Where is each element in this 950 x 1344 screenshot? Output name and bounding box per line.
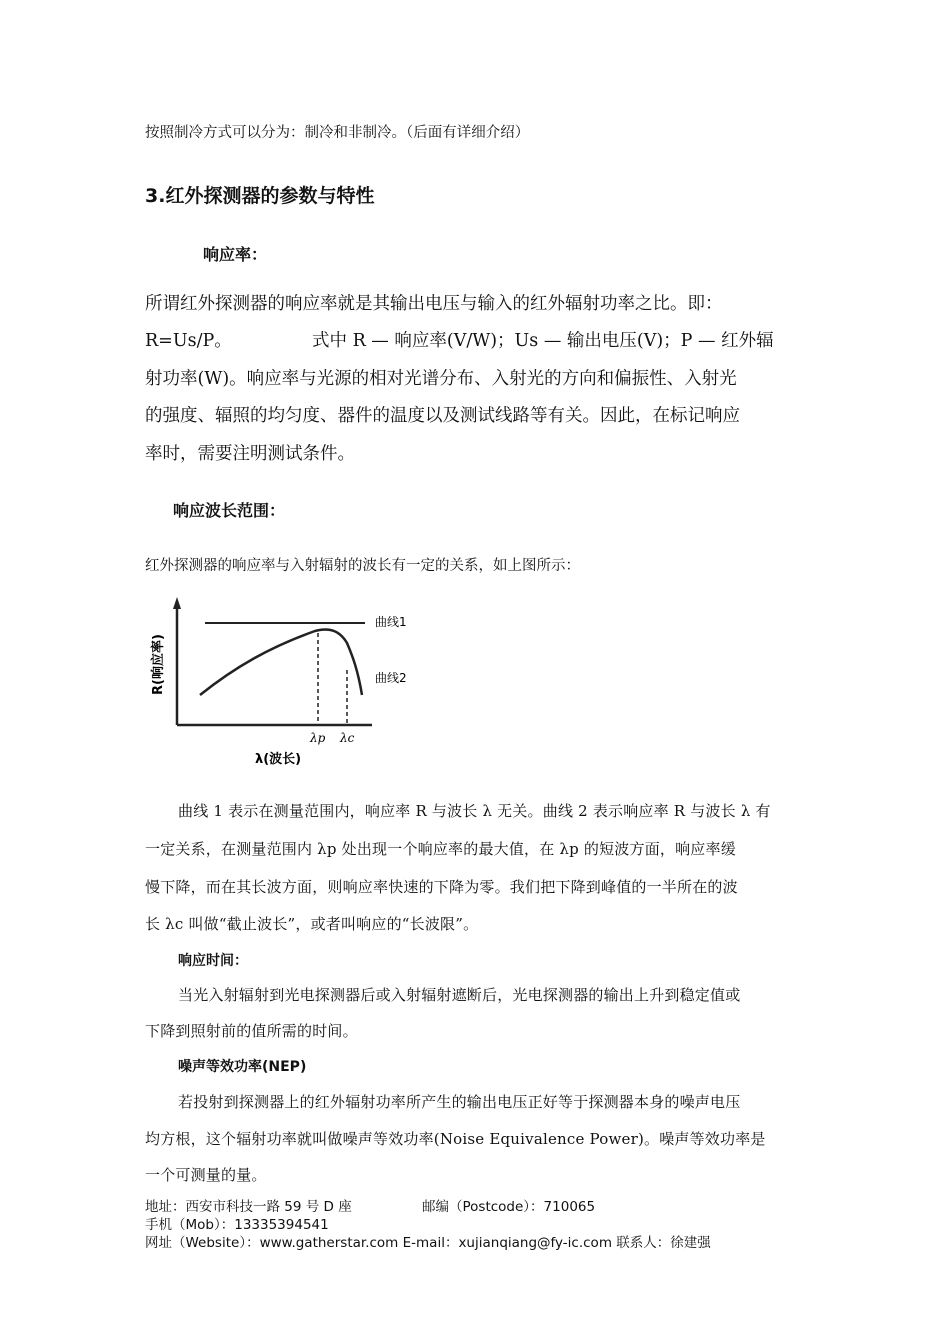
y-axis-arrow bbox=[173, 597, 181, 609]
wavelength-line: 一定关系，在测量范围内 λp 处出现一个响应率的最大值，在 λp 的短波方面，响应率缓 bbox=[145, 840, 736, 858]
responsivity-line: 率时，需要注明测试条件。 bbox=[145, 444, 355, 464]
wavelength-intro: 红外探测器的响应率与入射辐射的波长有一定的关系，如上图所示： bbox=[145, 558, 580, 574]
footer-postcode: 邮编（Postcode）：710065 bbox=[422, 1199, 596, 1215]
response-time-line: 下降到照射前的值所需的时间。 bbox=[145, 1022, 358, 1040]
footer-address: 地址：西安市科技一路 59 号 D 座 bbox=[145, 1199, 352, 1215]
intro-text: 按照制冷方式可以分为：制冷和非制冷。（后面有详细介绍） bbox=[145, 125, 530, 141]
footer-website: 网址（Website）：www.gatherstar.com E-mail：xujianqiang@fy-ic.com 联系人：徐建强 bbox=[145, 1235, 711, 1251]
wavelength-heading: 响应波长范围： bbox=[173, 501, 286, 520]
nep-line: 若投射到探测器上的红外辐射功率所产生的输出电压正好等于探测器本身的噪声电压 bbox=[178, 1093, 741, 1111]
responsivity-line: 式中 R — 响应率(V/W)；Us — 输出电压(V)；P — 红外辐 bbox=[312, 331, 774, 351]
responsivity-heading: 响应率： bbox=[203, 245, 268, 264]
wavelength-line: 长 λc 叫做“截止波长”，或者叫响应的“长波限”。 bbox=[145, 915, 479, 933]
response-curve-figure bbox=[140, 595, 430, 780]
wavelength-line: 慢下降，而在其长波方面，则响应率快速的下降为零。我们把下降到峰值的一半所在的波 bbox=[145, 878, 738, 896]
lambda-c-label: λc bbox=[340, 731, 355, 745]
nep-line: 一个可测量的量。 bbox=[145, 1166, 267, 1184]
curve-2-label: 曲线2 bbox=[375, 671, 407, 685]
response-time-heading: 响应时间： bbox=[178, 953, 248, 969]
x-axis-label: λ(波长) bbox=[255, 752, 302, 767]
lambda-p-label: λp bbox=[310, 731, 326, 745]
nep-line: 均方根，这个辐射功率就叫做噪声等效功率(Noise Equivalence Power)。噪声等效功率是 bbox=[145, 1130, 766, 1148]
curve-2-line bbox=[200, 630, 362, 696]
responsivity-formula: R=Us/P。 bbox=[145, 331, 232, 351]
responsivity-line: 射功率(W)。响应率与光源的相对光谱分布、入射光的方向和偏振性、入射光 bbox=[145, 369, 737, 389]
responsivity-line: 所谓红外探测器的响应率就是其输出电压与输入的红外辐射功率之比。即： bbox=[145, 294, 723, 314]
section-title: 3.红外探测器的参数与特性 bbox=[145, 185, 375, 207]
y-axis-label: R(响应率) bbox=[151, 634, 166, 695]
nep-heading: 噪声等效功率(NEP) bbox=[178, 1059, 307, 1075]
wavelength-line: 曲线 1 表示在测量范围内，响应率 R 与波长 λ 无关。曲线 2 表示响应率 R 与波长 λ 有 bbox=[178, 802, 771, 820]
responsivity-line: 的强度、辐照的均匀度、器件的温度以及测试线路等有关。因此，在标记响应 bbox=[145, 406, 740, 426]
footer-mobile: 手机（Mob）：13335394541 bbox=[145, 1217, 329, 1233]
response-time-line: 当光入射辐射到光电探测器后或入射辐射遮断后，光电探测器的输出上升到稳定值或 bbox=[178, 986, 741, 1004]
curve-1-label: 曲线1 bbox=[375, 615, 407, 629]
